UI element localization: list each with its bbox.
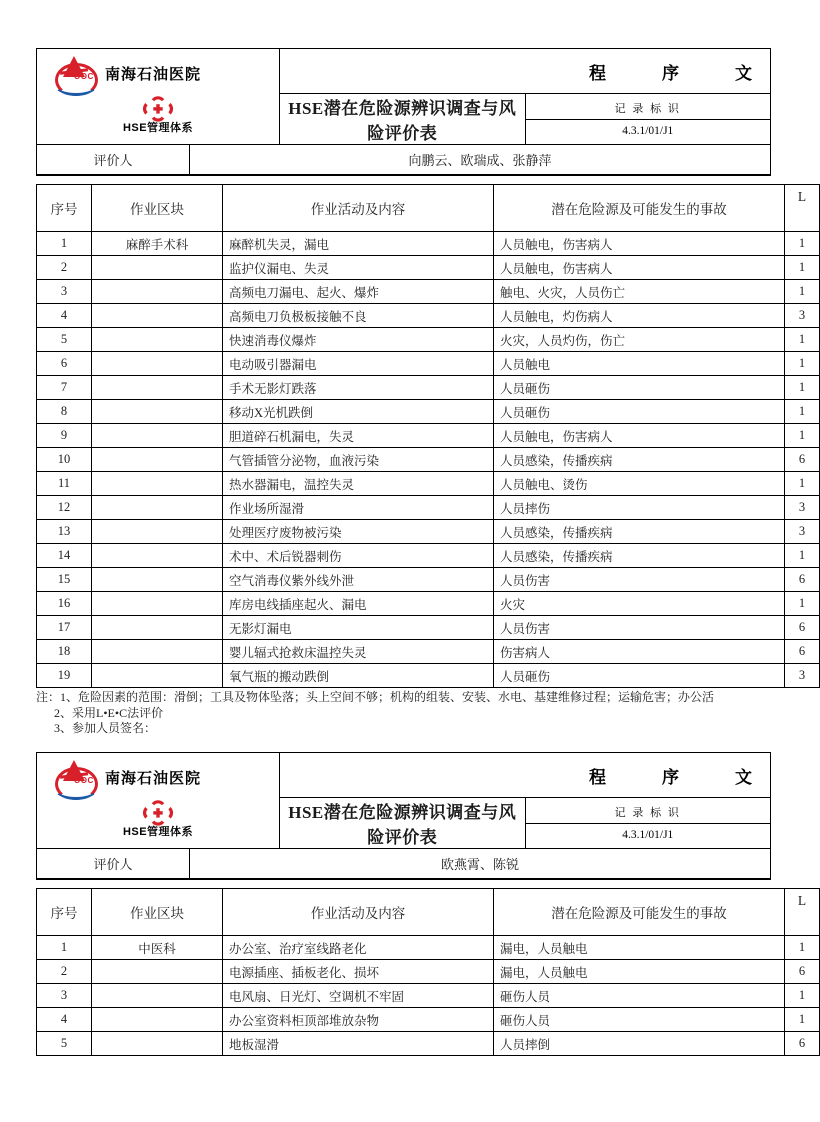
col-header-no: 序号: [37, 185, 92, 232]
row-hazard: 人员触电，伤害病人: [494, 232, 785, 256]
row-l: 6: [785, 1032, 820, 1056]
row-hazard: 人员伤害: [494, 616, 785, 640]
procedure-doc-cell: [280, 753, 771, 798]
hse-emblem-block: [37, 97, 279, 141]
record-id-value: 4.3.1/01/J1: [622, 124, 674, 137]
row-l: 1: [785, 256, 820, 280]
row-hazard: 人员触电，伤害病人: [494, 424, 785, 448]
row-area: [92, 400, 223, 424]
row-area: [92, 592, 223, 616]
notes-block: [36, 690, 793, 737]
table-row: [37, 640, 820, 664]
row-l: 1: [785, 328, 820, 352]
row-no: 16: [37, 592, 92, 616]
row-area: [92, 544, 223, 568]
table-body-1: [37, 232, 820, 688]
record-id-cell: [525, 94, 771, 145]
row-activity: 气管插管分泌物，血液污染: [223, 448, 494, 472]
form-section-2: [36, 752, 807, 1056]
row-activity: 无影灯漏电: [223, 616, 494, 640]
row-hazard: 人员摔伤: [494, 496, 785, 520]
procedure-doc-char-1: 程: [589, 767, 606, 787]
row-hazard: 人员伤害: [494, 568, 785, 592]
row-l: 1: [785, 1008, 820, 1032]
procedure-doc-char-2: 序: [662, 63, 679, 83]
row-l: 6: [785, 640, 820, 664]
table-row: [37, 304, 820, 328]
row-no: 15: [37, 568, 92, 592]
row-hazard: 伤害病人: [494, 640, 785, 664]
hse-cross-icon: [143, 97, 173, 121]
row-area: [92, 376, 223, 400]
row-l: 1: [785, 544, 820, 568]
row-l: 6: [785, 616, 820, 640]
table-row: [37, 448, 820, 472]
row-activity: 快速消毒仪爆炸: [223, 328, 494, 352]
procedure-doc-char-3: 文: [735, 63, 752, 83]
form-section-1: [36, 48, 807, 737]
procedure-doc-cell: [280, 49, 771, 94]
row-activity: 术中、术后锐器刺伤: [223, 544, 494, 568]
row-no: 5: [37, 1032, 92, 1056]
row-activity: 移动X光机跌倒: [223, 400, 494, 424]
row-no: 11: [37, 472, 92, 496]
row-l: 1: [785, 376, 820, 400]
row-no: 4: [37, 1008, 92, 1032]
row-activity: 处理医疗废物被污染: [223, 520, 494, 544]
row-no: 18: [37, 640, 92, 664]
table-header-row: [37, 185, 820, 232]
table-row: [37, 424, 820, 448]
row-hazard: 火灾，人员灼伤，伤亡: [494, 328, 785, 352]
procedure-doc-char-1: 程: [589, 63, 606, 83]
evaluator-label: 评价人: [37, 145, 190, 176]
row-l: 1: [785, 352, 820, 376]
cnooc-logo-text: OOC: [74, 71, 94, 81]
row-l: 1: [785, 936, 820, 960]
table-row: [37, 616, 820, 640]
evaluator-names: 欧燕霄、陈锐: [190, 849, 771, 880]
brand-cell: [37, 753, 280, 849]
document-header-2: [36, 752, 771, 849]
row-l: 1: [785, 424, 820, 448]
table-row: [37, 328, 820, 352]
row-hazard: 人员触电: [494, 352, 785, 376]
evaluator-label: 评价人: [37, 849, 190, 880]
row-area: [92, 520, 223, 544]
row-l: 1: [785, 232, 820, 256]
table-row: [37, 936, 820, 960]
note-line-3: 3、参加人员签名：: [54, 721, 157, 735]
row-activity: 电动吸引器漏电: [223, 352, 494, 376]
row-l: 3: [785, 304, 820, 328]
cnooc-logo-text: OOC: [74, 775, 94, 785]
col-header-activity: 作业活动及内容: [223, 185, 494, 232]
row-no: 6: [37, 352, 92, 376]
form-title: HSE潜在危险源辨识调查与风险评价表: [280, 798, 526, 849]
row-hazard: 砸伤人员: [494, 1008, 785, 1032]
table-body-2: [37, 936, 820, 1056]
table-row: [37, 544, 820, 568]
row-area: [92, 1032, 223, 1056]
table-row: [37, 984, 820, 1008]
row-activity: 手术无影灯跌落: [223, 376, 494, 400]
row-activity: 办公室资料柜顶部堆放杂物: [223, 1008, 494, 1032]
row-area: [92, 496, 223, 520]
row-activity: 胆道碎石机漏电，失灵: [223, 424, 494, 448]
row-hazard: 漏电，人员触电: [494, 960, 785, 984]
row-l: 3: [785, 664, 820, 688]
brand-row: [37, 757, 279, 801]
hazard-table-2: [36, 888, 820, 1056]
evaluator-row-1: [36, 144, 771, 176]
row-area: [92, 448, 223, 472]
record-id-label: 记 录 标 识: [526, 801, 771, 824]
table-row: [37, 400, 820, 424]
table-row: [37, 520, 820, 544]
col-header-hazard: 潜在危险源及可能发生的事故: [494, 889, 785, 936]
col-header-l-group: [785, 889, 820, 936]
table-row: [37, 256, 820, 280]
row-no: 17: [37, 616, 92, 640]
col-header-area: 作业区块: [92, 889, 223, 936]
brand-cell: [37, 49, 280, 145]
col-header-hazard: 潜在危险源及可能发生的事故: [494, 185, 785, 232]
table-row: [37, 664, 820, 688]
row-activity: 热水器漏电，温控失灵: [223, 472, 494, 496]
row-area: [92, 1008, 223, 1032]
row-no: 10: [37, 448, 92, 472]
row-activity: 婴儿辐式抢救床温控失灵: [223, 640, 494, 664]
row-l: 1: [785, 400, 820, 424]
data-table-wrap-1: [36, 184, 807, 688]
table-row: [37, 280, 820, 304]
col-header-activity: 作业活动及内容: [223, 889, 494, 936]
note-line-1: 注：1、危险因素的范围：滑倒；工具及物体坠落；头上空间不够；机构的组装、安装、水电、基建维修过程；运输危害；办公活: [36, 690, 715, 704]
row-no: 9: [37, 424, 92, 448]
table-row: [37, 1008, 820, 1032]
row-activity: 高频电刀漏电、起火、爆炸: [223, 280, 494, 304]
row-area: [92, 568, 223, 592]
table-row: [37, 352, 820, 376]
col-header-area: 作业区块: [92, 185, 223, 232]
row-activity: 空气消毒仪紫外线外泄: [223, 568, 494, 592]
row-hazard: 火灾: [494, 592, 785, 616]
brand-row: [37, 53, 279, 97]
table-row: [37, 592, 820, 616]
col-header-l-group: [785, 185, 820, 232]
row-hazard: 人员砸伤: [494, 664, 785, 688]
hazard-table-1: [36, 184, 820, 688]
col-header-l: L: [797, 893, 807, 908]
row-l: 1: [785, 472, 820, 496]
table-row: [37, 232, 820, 256]
row-activity: 办公室、治疗室线路老化: [223, 936, 494, 960]
hse-system-label: HSE管理体系: [122, 121, 194, 134]
hse-emblem-block: [37, 801, 279, 845]
hse-system-label: HSE管理体系: [122, 825, 194, 838]
row-area: [92, 256, 223, 280]
row-no: 8: [37, 400, 92, 424]
row-no: 3: [37, 280, 92, 304]
organization-name: 南海石油医院: [105, 65, 202, 83]
document-header-1: [36, 48, 771, 145]
evaluator-names: 向鹏云、欧瑞成、张静萍: [190, 145, 771, 176]
row-area: [92, 280, 223, 304]
row-l: 6: [785, 960, 820, 984]
evaluator-row-2: [36, 848, 771, 880]
table-row: [37, 496, 820, 520]
row-no: 12: [37, 496, 92, 520]
note-line-2: 2、采用L•E•C法评价: [54, 705, 164, 720]
row-activity: 监护仪漏电、失灵: [223, 256, 494, 280]
row-l: 6: [785, 568, 820, 592]
form-title: HSE潜在危险源辨识调查与风险评价表: [280, 94, 526, 145]
row-hazard: 人员砸伤: [494, 376, 785, 400]
row-area: [92, 664, 223, 688]
cnooc-logo-icon: [51, 55, 99, 95]
row-activity: 地板湿滑: [223, 1032, 494, 1056]
table-row: [37, 376, 820, 400]
row-l: 3: [785, 520, 820, 544]
procedure-doc-char-3: 文: [735, 767, 752, 787]
row-area: [92, 352, 223, 376]
row-hazard: 人员触电、烫伤: [494, 472, 785, 496]
table-row: [37, 568, 820, 592]
row-no: 1: [37, 232, 92, 256]
row-hazard: 人员感染，传播疾病: [494, 448, 785, 472]
row-no: 2: [37, 256, 92, 280]
row-hazard: 人员感染，传播疾病: [494, 520, 785, 544]
row-hazard: 触电、火灾，人员伤亡: [494, 280, 785, 304]
row-hazard: 人员触电，灼伤病人: [494, 304, 785, 328]
row-no: 4: [37, 304, 92, 328]
row-area: [92, 472, 223, 496]
table-header-row: [37, 889, 820, 936]
record-id-cell: [525, 798, 771, 849]
row-area: [92, 424, 223, 448]
record-id-label: 记 录 标 识: [526, 97, 771, 120]
row-l: 3: [785, 496, 820, 520]
table-row: [37, 472, 820, 496]
row-activity: 作业场所湿滑: [223, 496, 494, 520]
row-activity: 库房电线插座起火、漏电: [223, 592, 494, 616]
row-hazard: 人员砸伤: [494, 400, 785, 424]
procedure-doc-char-2: 序: [662, 767, 679, 787]
row-l: 1: [785, 280, 820, 304]
organization-name: 南海石油医院: [105, 769, 202, 787]
row-area: [92, 640, 223, 664]
row-area: [92, 328, 223, 352]
row-hazard: 人员摔倒: [494, 1032, 785, 1056]
row-activity: 麻醉机失灵，漏电: [223, 232, 494, 256]
row-no: 1: [37, 936, 92, 960]
data-table-wrap-2: [36, 888, 807, 1056]
row-no: 7: [37, 376, 92, 400]
table-row: [37, 1032, 820, 1056]
row-area: [92, 984, 223, 1008]
row-area: [92, 304, 223, 328]
row-area: [92, 960, 223, 984]
row-no: 5: [37, 328, 92, 352]
row-area: [92, 616, 223, 640]
row-no: 19: [37, 664, 92, 688]
row-no: 2: [37, 960, 92, 984]
row-hazard: 人员触电，伤害病人: [494, 256, 785, 280]
col-header-no: 序号: [37, 889, 92, 936]
row-area: 麻醉手术科: [92, 232, 223, 256]
row-area: 中医科: [92, 936, 223, 960]
row-l: 1: [785, 592, 820, 616]
row-activity: 氧气瓶的搬动跌倒: [223, 664, 494, 688]
row-hazard: 漏电，人员触电: [494, 936, 785, 960]
row-activity: 电源插座、插板老化、损坏: [223, 960, 494, 984]
hse-cross-icon: [143, 801, 173, 825]
cnooc-logo-icon: [51, 759, 99, 799]
table-row: [37, 960, 820, 984]
row-no: 13: [37, 520, 92, 544]
row-hazard: 人员感染，传播疾病: [494, 544, 785, 568]
row-activity: 电风扇、日光灯、空调机不牢固: [223, 984, 494, 1008]
row-activity: 高频电刀负极板接触不良: [223, 304, 494, 328]
row-hazard: 砸伤人员: [494, 984, 785, 1008]
row-l: 6: [785, 448, 820, 472]
record-id-value: 4.3.1/01/J1: [622, 828, 674, 841]
row-no: 3: [37, 984, 92, 1008]
row-l: 1: [785, 984, 820, 1008]
row-no: 14: [37, 544, 92, 568]
col-header-l: L: [797, 189, 807, 204]
